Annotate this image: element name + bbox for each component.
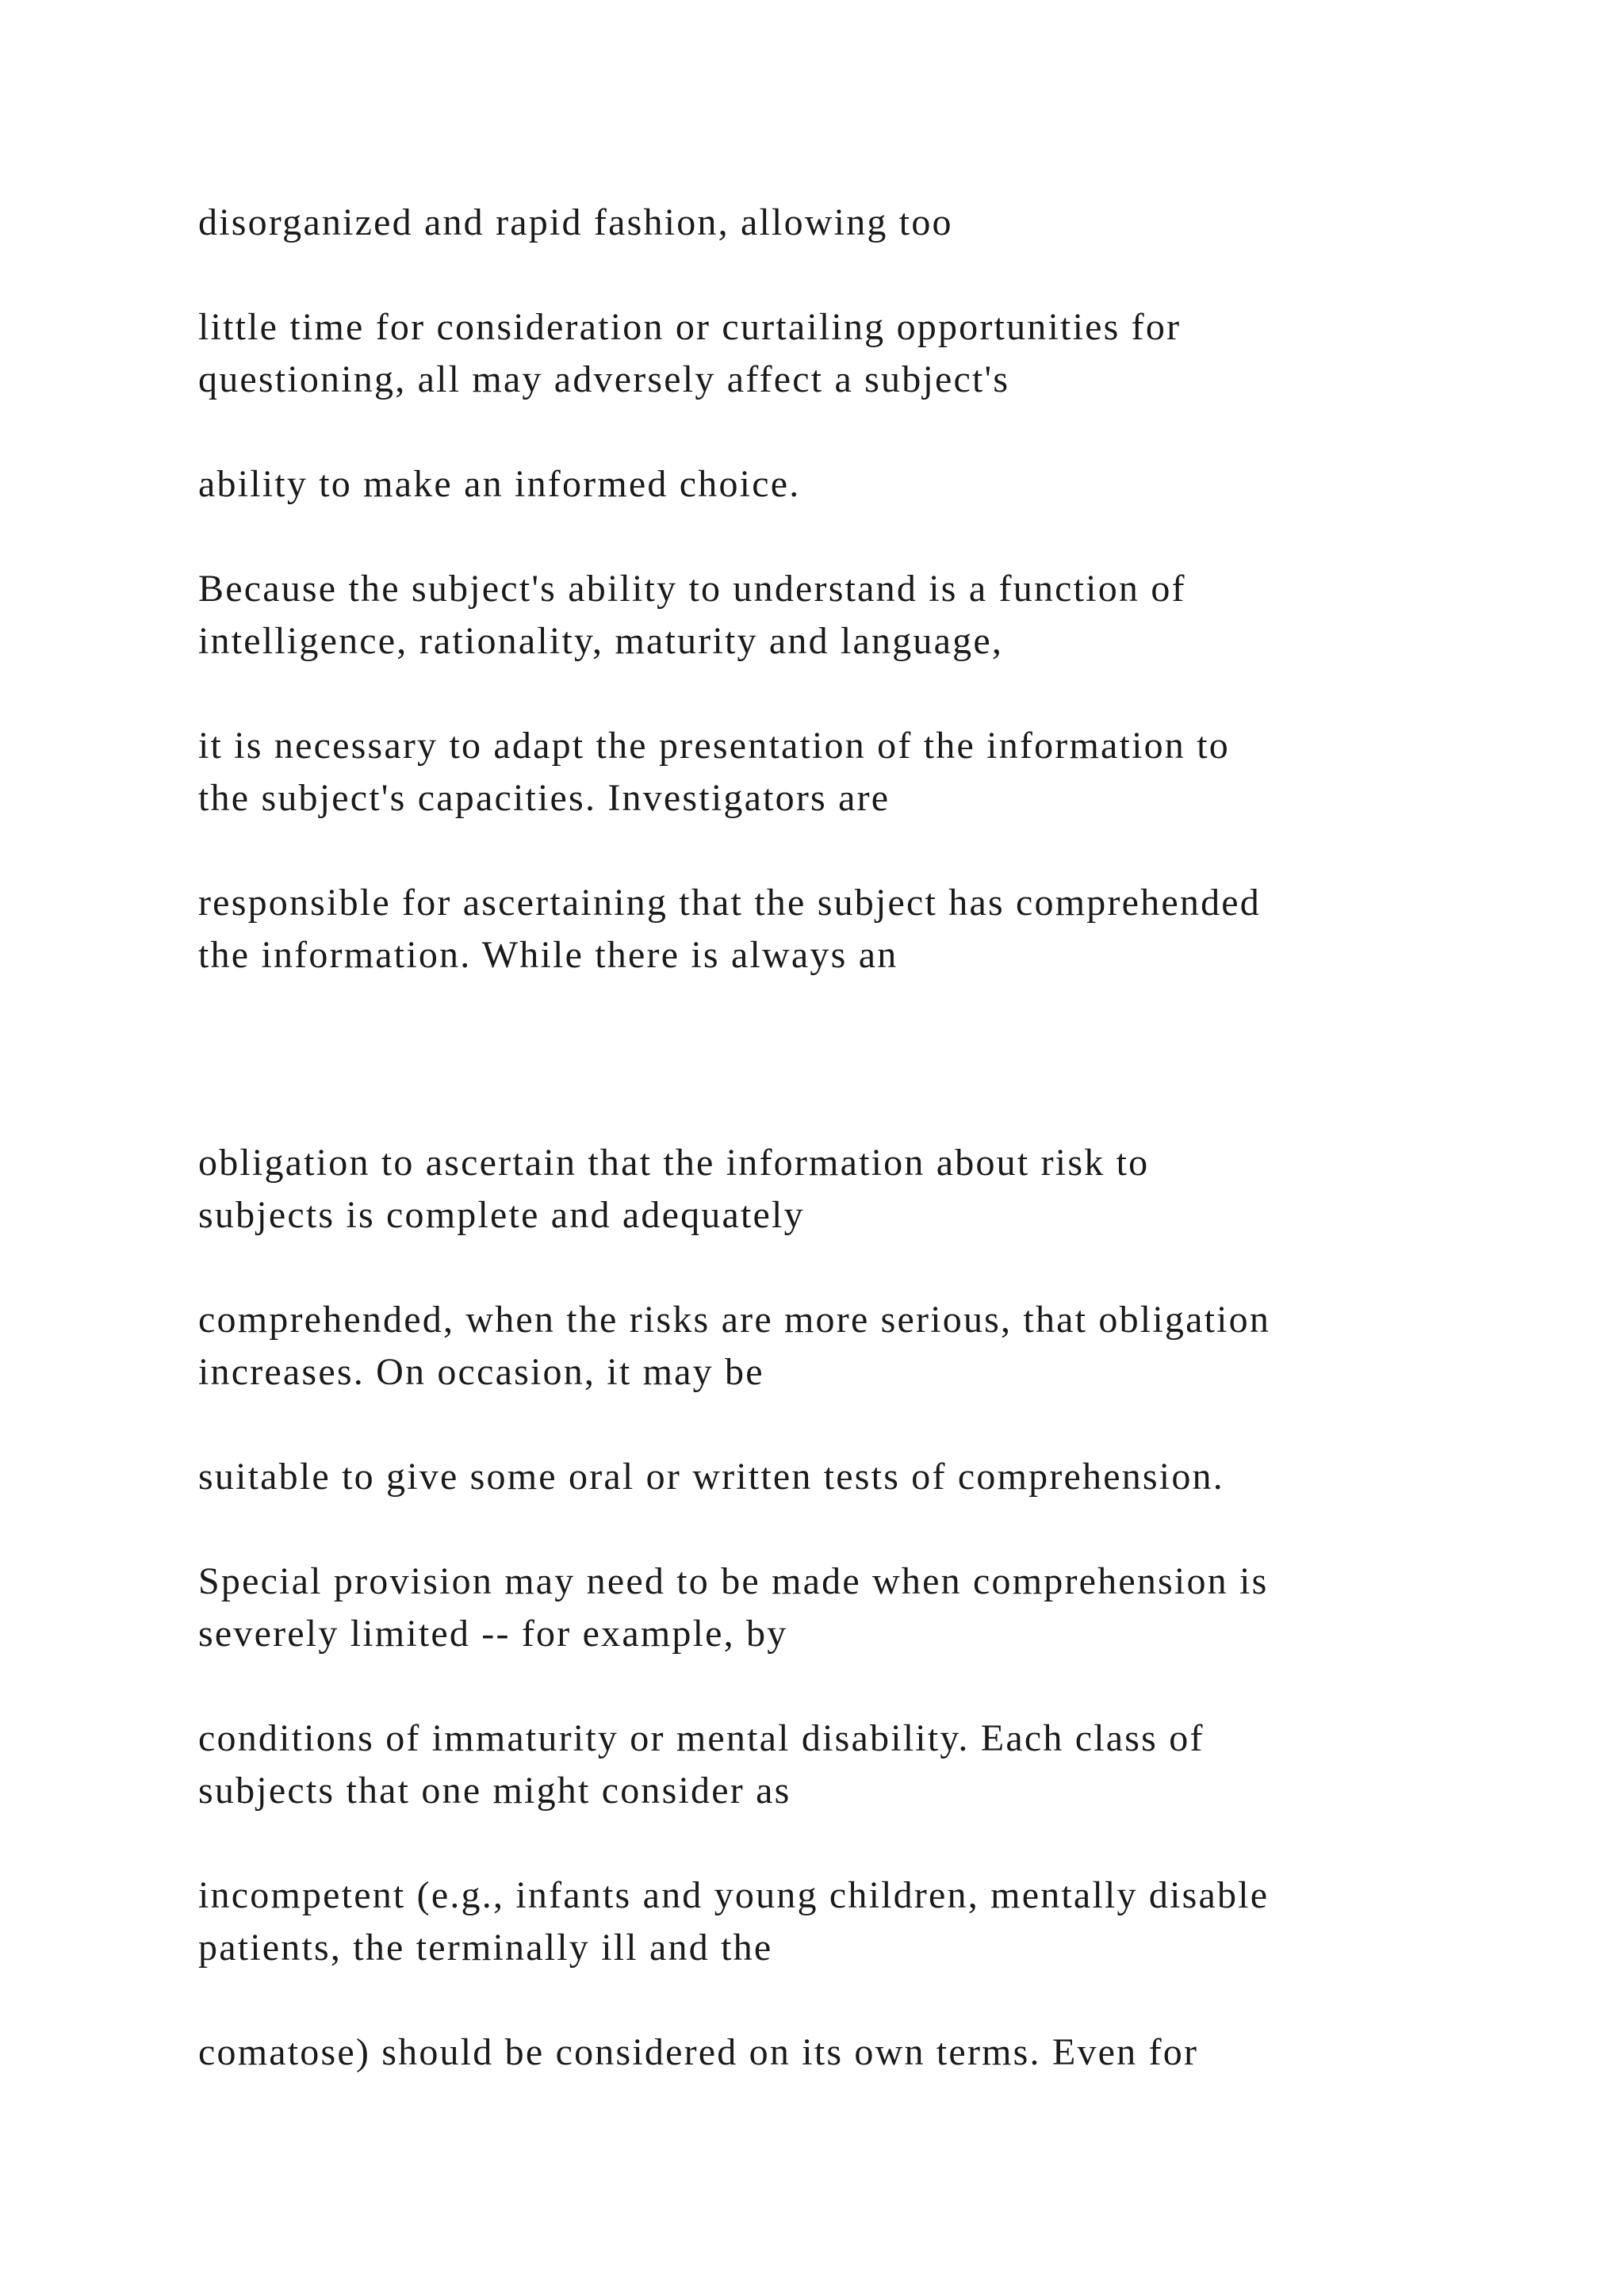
paragraph <box>198 877 1435 982</box>
paragraph <box>198 458 1435 511</box>
paragraph <box>198 563 1435 668</box>
paragraph <box>198 720 1435 825</box>
text-line: disorganized and rapid fashion, allowing too <box>198 201 953 243</box>
text-line: Because the subject's ability to understand is a function of <box>198 568 1186 610</box>
text-line: the subject's capacities. Investigators are <box>198 777 891 819</box>
paragraph <box>198 1712 1435 1817</box>
text-line: severely limited -- for example, by <box>198 1613 788 1655</box>
paragraph <box>198 1556 1435 1660</box>
paragraph <box>198 1451 1435 1503</box>
text-line: little time for consideration or curtailing opportunities for <box>198 306 1182 348</box>
text-line: patients, the terminally ill and the <box>198 1927 773 1969</box>
text-line: subjects that one might consider as <box>198 1770 791 1812</box>
text-line: the information. While there is always an <box>198 934 898 976</box>
text-line: increases. On occasion, it may be <box>198 1351 764 1393</box>
paragraph <box>198 1869 1435 1974</box>
paragraph <box>198 2026 1435 2079</box>
text-line: obligation to ascertain that the information about risk to <box>198 1142 1150 1184</box>
text-line: ability to make an informed choice. <box>198 463 801 505</box>
text-line: questioning, all may adversely affect a subject's <box>198 358 1010 400</box>
text-line: suitable to give some oral or written tests of comprehension. <box>198 1456 1224 1498</box>
text-line: it is necessary to adapt the presentation of the information to <box>198 725 1230 767</box>
text-line: subjects is complete and adequately <box>198 1194 805 1236</box>
text-line: Special provision may need to be made when comprehension is <box>198 1560 1269 1602</box>
text-line: comatose) should be considered on its own terms. Even for <box>198 2031 1199 2073</box>
paragraph <box>198 301 1435 406</box>
text-line: intelligence, rationality, maturity and language, <box>198 620 1004 662</box>
text-line: comprehended, when the risks are more serious, that obligation <box>198 1299 1271 1341</box>
text-line: responsible for ascertaining that the subject has comprehended <box>198 882 1261 924</box>
text-line: incompetent (e.g., infants and young children, mentally disable <box>198 1874 1270 1916</box>
paragraph <box>198 1294 1435 1399</box>
paragraph <box>198 1137 1435 1242</box>
paragraph <box>198 197 1435 249</box>
text-line: conditions of immaturity or mental disability. Each class of <box>198 1717 1205 1759</box>
